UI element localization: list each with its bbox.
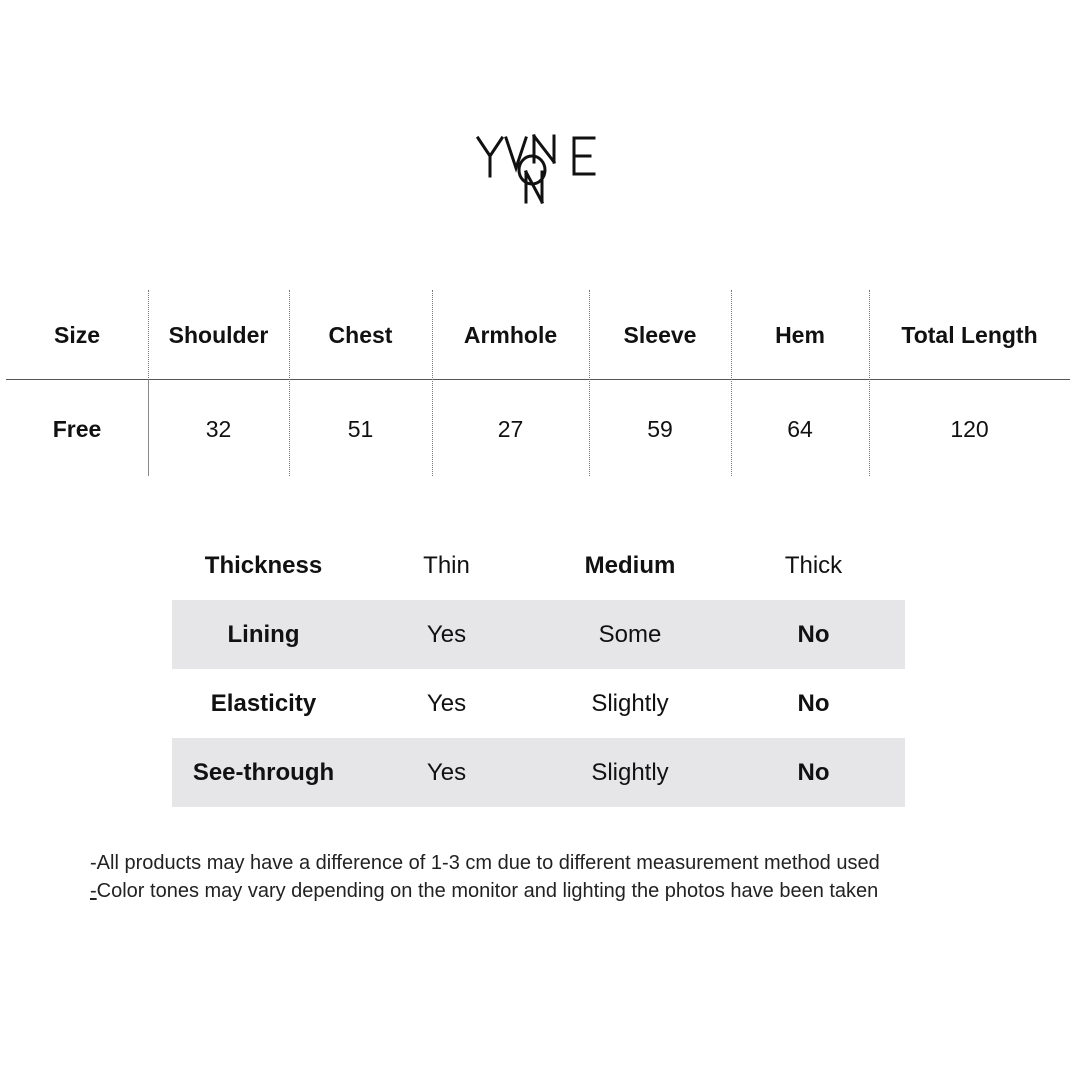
disclaimer-notes xyxy=(90,849,1050,905)
property-option-selected: No xyxy=(797,758,830,786)
property-option: Slightly xyxy=(591,758,669,786)
note-dash: - xyxy=(90,880,97,902)
header-armhole: Armhole xyxy=(463,321,558,348)
chest-value: 51 xyxy=(347,415,374,442)
fabric-properties-table xyxy=(172,531,905,807)
header-chest: Chest xyxy=(328,321,393,348)
property-row-lining xyxy=(172,600,905,669)
header-hem: Hem xyxy=(775,321,825,348)
property-option-selected: Medium xyxy=(584,551,676,579)
property-label: Elasticity xyxy=(210,689,317,717)
property-option: Yes xyxy=(426,620,467,648)
property-label: See-through xyxy=(192,758,335,786)
header-total-length: Total Length xyxy=(901,321,1038,348)
armhole-value: 27 xyxy=(497,415,524,442)
property-option: Thick xyxy=(784,551,843,579)
property-option: Some xyxy=(598,620,662,648)
header-shoulder: Shoulder xyxy=(168,321,269,348)
property-option: Slightly xyxy=(591,689,669,717)
column-divider xyxy=(148,290,149,380)
property-option: Yes xyxy=(426,758,467,786)
property-option: Thin xyxy=(423,551,470,579)
property-option-selected: No xyxy=(797,689,830,717)
note-color-tones xyxy=(90,877,1050,905)
header-sleeve: Sleeve xyxy=(623,321,697,348)
total-length-value: 120 xyxy=(950,415,989,442)
brand-logo xyxy=(470,122,610,212)
property-option: Yes xyxy=(426,689,467,717)
property-label: Thickness xyxy=(204,551,323,579)
brand-logo-mark xyxy=(470,122,610,212)
property-row-thickness xyxy=(172,531,905,600)
header-divider xyxy=(6,379,1070,380)
size-table xyxy=(6,290,1070,476)
sleeve-value: 59 xyxy=(647,415,673,442)
note-color-text: Color tones may vary depending on the monitor and lighting the photos have been taken xyxy=(96,880,879,902)
property-label: Lining xyxy=(227,620,300,648)
hem-value: 64 xyxy=(787,415,813,442)
property-option-selected: No xyxy=(797,620,830,648)
note-measurement: -All products may have a difference of 1-3 cm due to different measurement method used xyxy=(90,852,880,874)
property-row-see-through xyxy=(172,738,905,807)
shoulder-value: 32 xyxy=(205,415,232,442)
size-value: Free xyxy=(52,415,102,442)
header-size: Size xyxy=(53,321,101,348)
property-row-elasticity xyxy=(172,669,905,738)
